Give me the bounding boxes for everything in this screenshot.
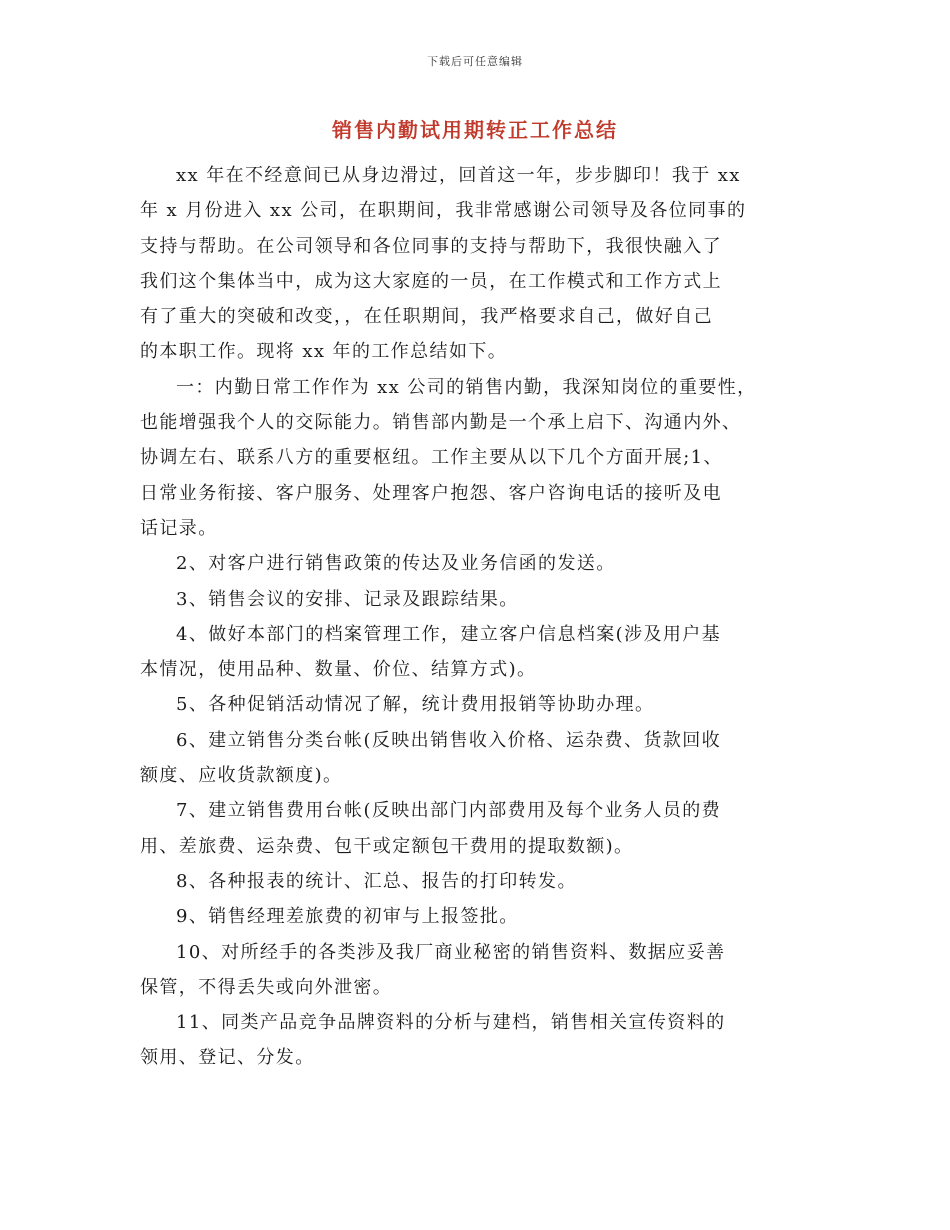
- paragraph-line: xx 年在不经意间已从身边滑过，回首这一年，步步脚印！我于 xx: [176, 165, 741, 186]
- paragraph-line: 10、对所经手的各类涉及我厂商业秘密的销售资料、数据应妥善: [176, 941, 726, 963]
- paragraph-line: 一：内勤日常工作作为 xx 公司的销售内勤，我深知岗位的重要性，: [176, 376, 757, 398]
- list-item-4: [140, 617, 810, 688]
- paragraph-line: 7、建立销售费用台帐(反映出部门内部费用及每个业务人员的费: [176, 800, 722, 822]
- document-title: 销售内勤试用期转正工作总结: [332, 118, 618, 142]
- paragraph-line: 2、对客户进行销售政策的传达及业务信函的发送。: [176, 553, 616, 575]
- paragraph-line: 话记录。: [140, 517, 218, 539]
- paragraph-line: 5、各种促销活动情况了解，统计费用报销等协助办理。: [176, 694, 655, 716]
- paragraph-line: 支持与帮助。在公司领导和各位同事的支持与帮助下，我很快融入了: [140, 235, 722, 257]
- list-item-5: [140, 687, 810, 722]
- paragraph-line: 6、建立销售分类台帐(反映出销售收入价格、运杂费、货款回收: [176, 729, 722, 751]
- list-item-9: [140, 899, 810, 934]
- list-item-6: [140, 723, 810, 794]
- paragraph-line: 有了重大的突破和改变，，在任职期间，我严格要求自己，做好自己: [140, 306, 713, 328]
- list-item-8: [140, 864, 810, 899]
- paragraph-line: 我们这个集体当中，成为这大家庭的一员，在工作模式和工作方式上: [140, 270, 722, 292]
- list-item-10: [140, 935, 810, 1006]
- paragraph-line: 日常业务衔接、客户服务、处理客户抱怨、客户咨询电话的接听及电: [140, 482, 722, 504]
- paragraph-line: 4、做好本部门的档案管理工作，建立客户信息档案(涉及用户基: [176, 623, 722, 645]
- list-item-7: [140, 793, 810, 864]
- list-item-3: [140, 582, 810, 617]
- paragraph-line: 保管，不得丢失或向外泄密。: [140, 976, 393, 998]
- paragraph-intro: [140, 158, 810, 370]
- paragraph-line: 本情况，使用品种、数量、价位、结算方式)。: [140, 659, 537, 681]
- paragraph-line: 3、销售会议的安排、记录及跟踪结果。: [176, 588, 519, 610]
- document-body: [140, 158, 810, 1076]
- paragraph-line: 的本职工作。现将 xx 年的工作总结如下。: [140, 341, 508, 363]
- list-item-2: [140, 546, 810, 581]
- paragraph-line: 也能增强我个人的交际能力。销售部内勤是一个承上启下、沟通内外、: [140, 412, 742, 434]
- paragraph-line: 11、同类产品竞争品牌资料的分析与建档，销售相关宣传资料的: [176, 1012, 726, 1034]
- paragraph-line: 8、各种报表的统计、汇总、报告的打印转发。: [176, 870, 577, 892]
- header-note: 下载后可任意编辑: [427, 55, 523, 68]
- paragraph-line: 领用、登记、分发。: [140, 1047, 315, 1069]
- paragraph-section-one: [140, 370, 810, 546]
- paragraph-line: 协调左右、联系八方的重要枢纽。工作主要从以下几个方面开展;1、: [140, 447, 723, 469]
- paragraph-line: 年 x 月份进入 xx 公司，在职期间，我非常感谢公司领导及各位同事的: [140, 200, 747, 222]
- list-item-11: [140, 1005, 810, 1076]
- paragraph-line: 额度、应收货款额度)。: [140, 765, 343, 787]
- paragraph-line: 用、差旅费、运杂费、包干或定额包干费用的提取数额)。: [140, 835, 634, 857]
- paragraph-line: 9、销售经理差旅费的初审与上报签批。: [176, 906, 519, 928]
